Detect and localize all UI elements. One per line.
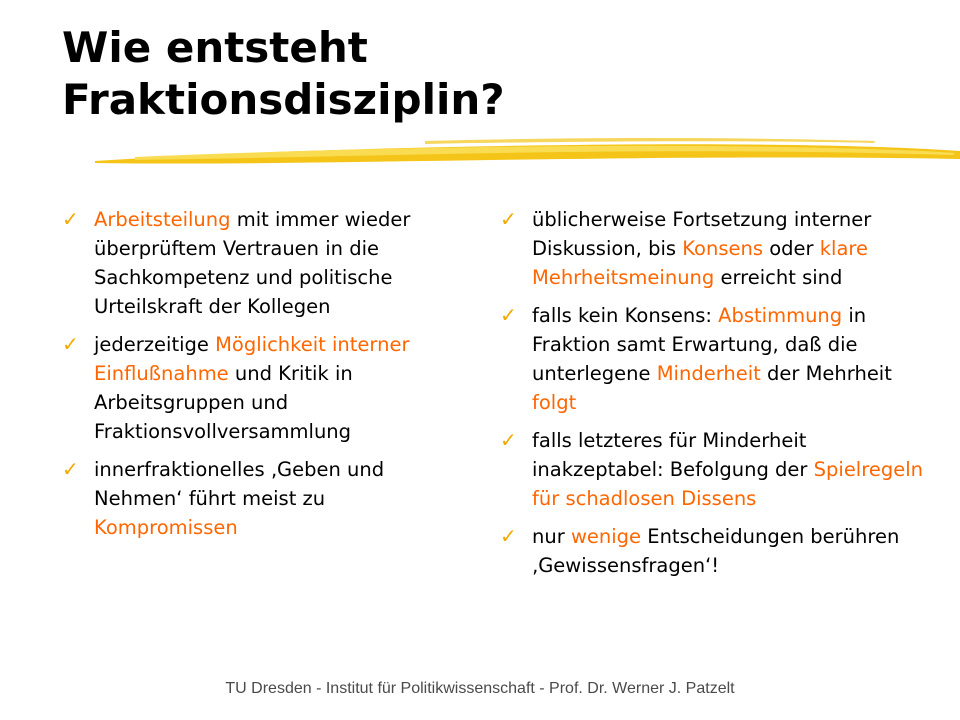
right-bullet-list xyxy=(500,205,925,580)
highlighted-text: Spielregeln für schadlosen Dissens xyxy=(532,458,923,510)
right-bullet-4 xyxy=(500,522,925,580)
bullet-text: mit immer wieder überprüftem Vertrauen in die Sachkompetenz und politische Urteilskraft der Kollegen xyxy=(94,208,411,318)
check-icon: ✓ xyxy=(62,457,79,481)
bullet-text: üblicherweise Fortsetzung interner Diskussion, bis xyxy=(532,208,872,260)
highlighted-text: klare Mehrheitsmeinung xyxy=(532,237,868,289)
bullet-text: oder xyxy=(763,237,820,260)
left-bullet-1 xyxy=(62,205,442,321)
brush-stroke-underline xyxy=(95,133,960,175)
bullet-text: falls letzteres für Minderheit inakzeptabel: Befolgung der xyxy=(532,429,814,481)
right-column xyxy=(500,205,925,589)
highlighted-text: folgt xyxy=(532,391,577,414)
check-icon: ✓ xyxy=(500,303,517,327)
bullet-text: der Mehrheit xyxy=(760,362,892,385)
check-icon: ✓ xyxy=(500,428,517,452)
bullet-text: Entscheidungen berühren ‚Gewissensfragen‘! xyxy=(532,525,900,577)
bullet-text: falls kein Konsens: xyxy=(532,304,719,327)
check-icon: ✓ xyxy=(500,524,517,548)
highlighted-text: Arbeitsteilung xyxy=(94,208,231,231)
left-bullet-list xyxy=(62,205,442,542)
highlighted-text: Minderheit xyxy=(656,362,761,385)
left-bullet-2 xyxy=(62,330,442,446)
footer-credit: TU Dresden - Institut für Politikwissenschaft - Prof. Dr. Werner J. Patzelt xyxy=(225,680,735,697)
highlighted-text: Möglichkeit interner Einflußnahme xyxy=(94,333,410,385)
slide-title xyxy=(62,22,822,126)
left-column xyxy=(62,205,442,551)
right-bullet-2 xyxy=(500,301,925,417)
bullet-text: innerfraktionelles ‚Geben und Nehmen‘ führt meist zu xyxy=(94,458,385,510)
highlighted-text: wenige xyxy=(570,525,642,548)
title-line-1: Wie entsteht xyxy=(62,23,368,72)
right-bullet-1 xyxy=(500,205,925,292)
highlighted-text: Konsens xyxy=(682,237,764,260)
check-icon: ✓ xyxy=(500,207,517,231)
check-icon: ✓ xyxy=(62,332,79,356)
right-bullet-3 xyxy=(500,426,925,513)
bullet-text: jederzeitige xyxy=(94,333,216,356)
highlighted-text: Kompromissen xyxy=(94,516,238,539)
title-line-2: Fraktionsdisziplin? xyxy=(62,75,505,124)
bullet-text: nur xyxy=(532,525,571,548)
bullet-text: in Fraktion samt Erwartung, daß die unterlegene xyxy=(532,304,867,385)
bullet-text: erreicht sind xyxy=(714,266,843,289)
highlighted-text: Abstimmung xyxy=(718,304,843,327)
bullet-text: und Kritik in Arbeitsgruppen und Fraktionsvollversammlung xyxy=(94,362,353,443)
check-icon: ✓ xyxy=(62,207,79,231)
left-bullet-3 xyxy=(62,455,442,542)
